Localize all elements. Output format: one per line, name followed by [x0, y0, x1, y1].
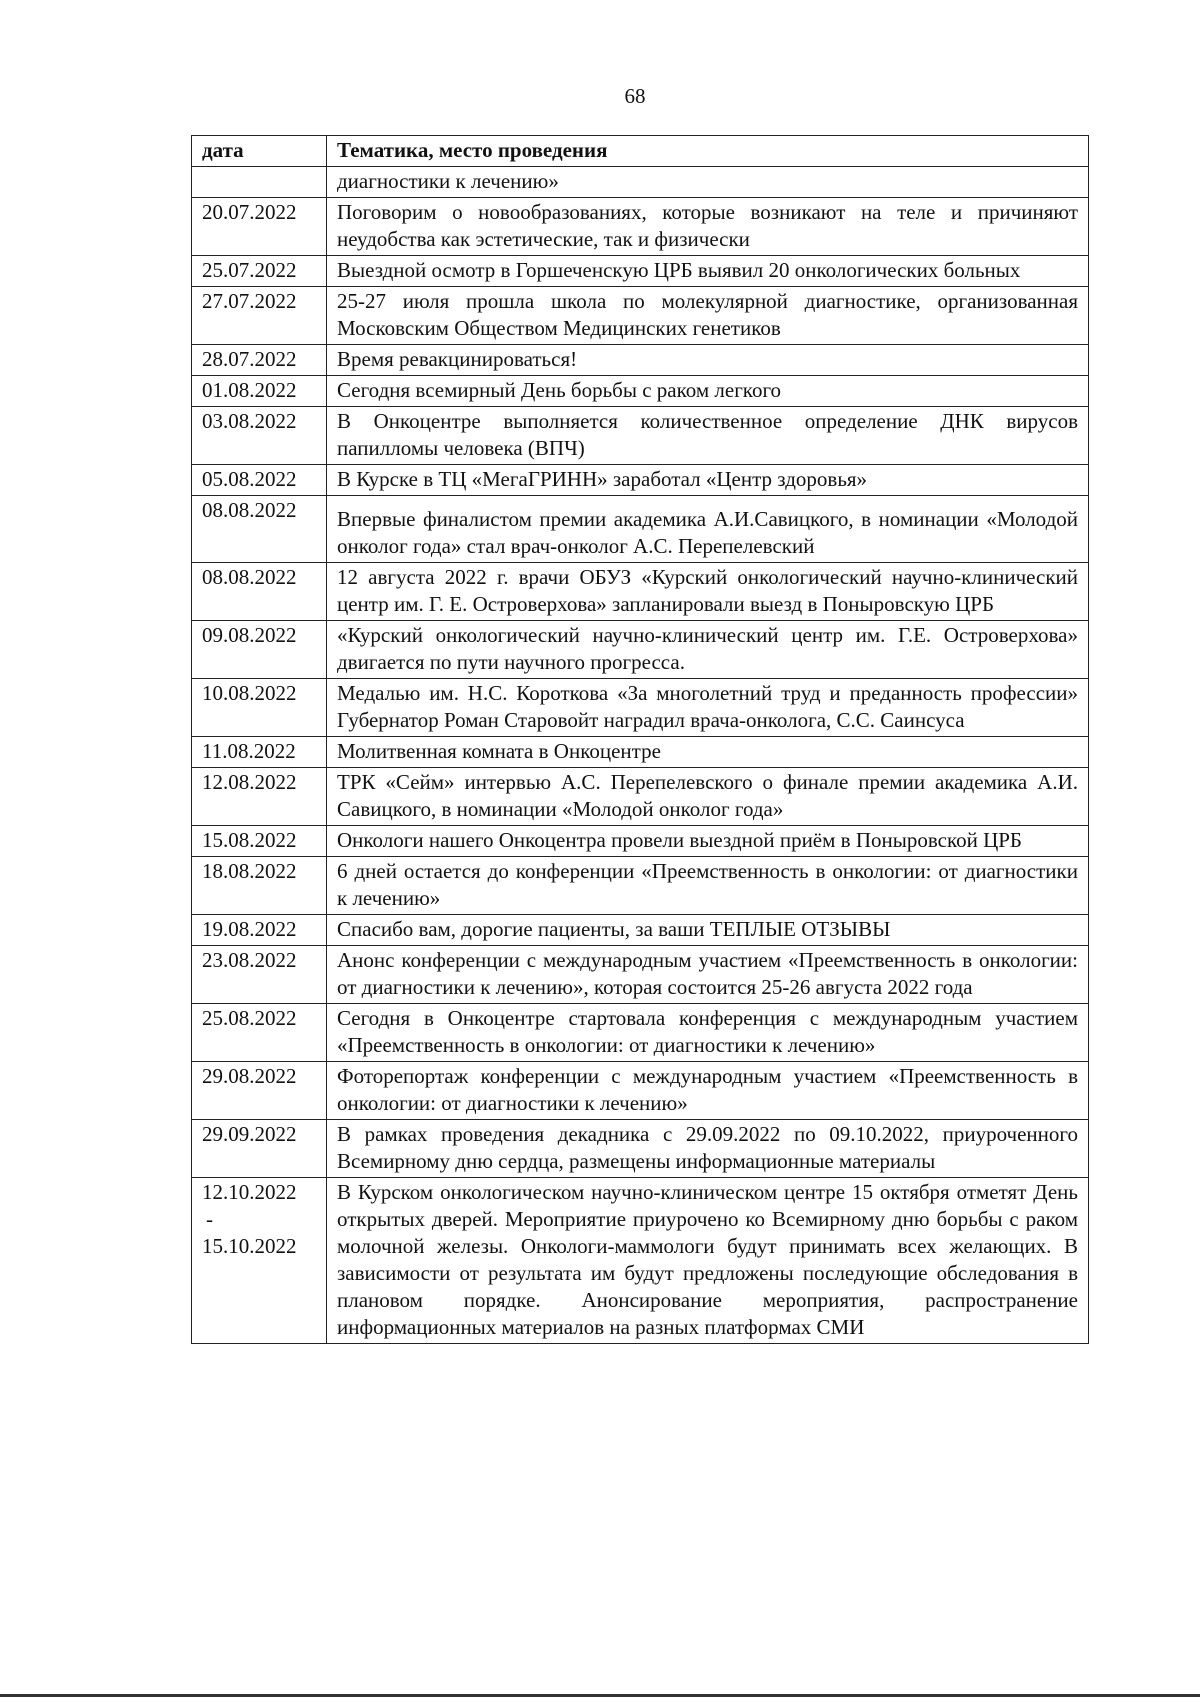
table-row — [192, 345, 1089, 376]
table-row — [192, 621, 1089, 679]
row-date: 28.07.2022 — [192, 345, 327, 376]
header-date: дата — [192, 136, 327, 167]
table-row — [192, 1004, 1089, 1062]
row-topic: В Курском онкологическом научно-клиническом центре 15 октября отметят День открытых дверей. Мероприятие приурочено ко Всемирному дню борьбы с раком молочной железы. Онкологи-маммологи будут принимать всех желающих. В зависимости от результата им будут предложены последующие обследования в плановом порядке. Анонсирование мероприятия, распространение информационных материалов на разных платформах СМИ — [327, 1178, 1089, 1344]
table-row — [192, 946, 1089, 1004]
row-topic: Впервые финалистом премии академика А.И.Савицкого, в номинации «Молодой онколог года» стал врач-онколог А.С. Перепелевский — [327, 496, 1089, 563]
row-date — [192, 167, 327, 198]
row-date: 25.08.2022 — [192, 1004, 327, 1062]
row-date: 01.08.2022 — [192, 376, 327, 407]
row-topic: Сегодня всемирный День борьбы с раком легкого — [327, 376, 1089, 407]
row-date: 23.08.2022 — [192, 946, 327, 1004]
row-date-start: 12.10.2022 — [202, 1180, 297, 1204]
table-row — [192, 407, 1089, 465]
table-row — [192, 256, 1089, 287]
row-topic: Выездной осмотр в Горшеченскую ЦРБ выявил 20 онкологических больных — [327, 256, 1089, 287]
table-row — [192, 826, 1089, 857]
row-date: 19.08.2022 — [192, 915, 327, 946]
row-topic: 6 дней остается до конференции «Преемственность в онкологии: от диагностики к лечению» — [327, 857, 1089, 915]
table-row — [192, 287, 1089, 345]
row-date: 08.08.2022 — [192, 563, 327, 621]
row-date: 29.09.2022 — [192, 1120, 327, 1178]
table-header-row — [192, 136, 1089, 167]
table-row — [192, 465, 1089, 496]
row-date-end: 15.10.2022 — [202, 1234, 297, 1258]
table-row — [192, 496, 1089, 563]
table-row — [192, 167, 1089, 198]
table-row — [192, 679, 1089, 737]
table-row — [192, 857, 1089, 915]
events-table — [191, 135, 1089, 1344]
row-topic: 25-27 июля прошла школа по молекулярной диагностике, организованная Московским Обществом Медицинских генетиков — [327, 287, 1089, 345]
row-date-range — [192, 1178, 327, 1344]
row-date: 12.08.2022 — [192, 768, 327, 826]
table-row — [192, 1120, 1089, 1178]
table-row — [192, 376, 1089, 407]
page-bottom-border — [0, 1694, 1200, 1697]
row-topic: В рамках проведения декадника с 29.09.2022 по 09.10.2022, приуроченного Всемирному дню сердца, размещены информационные материалы — [327, 1120, 1089, 1178]
row-date: 15.08.2022 — [192, 826, 327, 857]
row-date: 10.08.2022 — [192, 679, 327, 737]
row-topic: Онкологи нашего Онкоцентра провели выездной приём в Поныровской ЦРБ — [327, 826, 1089, 857]
row-topic: В Курске в ТЦ «МегаГРИНН» заработал «Центр здоровья» — [327, 465, 1089, 496]
row-topic: ТРК «Сейм» интервью А.С. Перепелевского о финале премии академика А.И. Савицкого, в номинации «Молодой онколог года» — [327, 768, 1089, 826]
table-row — [192, 768, 1089, 826]
row-date: 09.08.2022 — [192, 621, 327, 679]
row-topic: Молитвенная комната в Онкоцентре — [327, 737, 1089, 768]
row-date: 27.07.2022 — [192, 287, 327, 345]
row-topic: 12 августа 2022 г. врачи ОБУЗ «Курский онкологический научно-клинический центр им. Г. Е. Островерхова» запланировали выезд в Поныровскую ЦРБ — [327, 563, 1089, 621]
header-topic: Тематика, место проведения — [327, 136, 1089, 167]
table-row — [192, 737, 1089, 768]
row-date-separator: - — [206, 1207, 213, 1231]
row-topic: Медалью им. Н.С. Короткова «За многолетний труд и преданность профессии» Губернатор Роман Старовойт наградил врача-онколога, С.С. Саинсуса — [327, 679, 1089, 737]
table-row — [192, 1178, 1089, 1344]
table-row — [192, 1062, 1089, 1120]
row-topic: Сегодня в Онкоцентре стартовала конференция с международным участием «Преемственность в онкологии: от диагностики к лечению» — [327, 1004, 1089, 1062]
row-date: 08.08.2022 — [192, 496, 327, 563]
row-topic: Поговорим о новообразованиях, которые возникают на теле и причиняют неудобства как эстетические, так и физически — [327, 198, 1089, 256]
row-date: 11.08.2022 — [192, 737, 327, 768]
row-date: 29.08.2022 — [192, 1062, 327, 1120]
table-row — [192, 915, 1089, 946]
row-topic: диагностики к лечению» — [327, 167, 1089, 198]
page-number: 68 — [624, 84, 646, 108]
row-topic: Фоторепортаж конференции с международным участием «Преемственность в онкологии: от диагностики к лечению» — [327, 1062, 1089, 1120]
row-date: 18.08.2022 — [192, 857, 327, 915]
row-topic: Спасибо вам, дорогие пациенты, за ваши ТЕПЛЫЕ ОТЗЫВЫ — [327, 915, 1089, 946]
table-row — [192, 563, 1089, 621]
row-date: 03.08.2022 — [192, 407, 327, 465]
row-date: 05.08.2022 — [192, 465, 327, 496]
row-topic: Время ревакцинироваться! — [327, 345, 1089, 376]
row-topic: В Онкоцентре выполняется количественное определение ДНК вирусов папилломы человека (ВПЧ) — [327, 407, 1089, 465]
row-date: 20.07.2022 — [192, 198, 327, 256]
row-topic: «Курский онкологический научно-клинический центр им. Г.Е. Островерхова» двигается по пути научного прогресса. — [327, 621, 1089, 679]
table-row — [192, 198, 1089, 256]
row-topic: Анонс конференции с международным участием «Преемственность в онкологии: от диагностики к лечению», которая состоится 25-26 августа 2022 года — [327, 946, 1089, 1004]
row-date: 25.07.2022 — [192, 256, 327, 287]
